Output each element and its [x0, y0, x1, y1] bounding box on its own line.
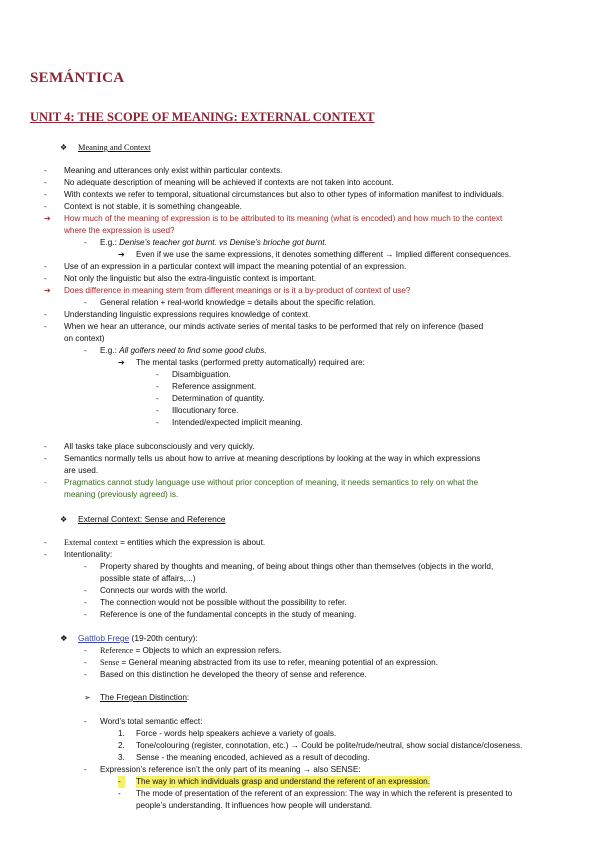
dash-bullet: -	[44, 166, 47, 175]
list-item-continuation: are used.	[64, 466, 99, 475]
dash-bullet: -	[84, 298, 87, 307]
dash-bullet: -	[84, 717, 87, 726]
dash-bullet: -	[84, 610, 87, 619]
list-item-continuation: on context)	[64, 334, 105, 343]
arrow-icon: ➔	[44, 286, 51, 295]
dash-bullet: -	[84, 670, 87, 679]
dash-bullet: -	[44, 322, 47, 331]
dash-bullet: -	[44, 178, 47, 187]
dash-bullet: -	[156, 382, 159, 391]
diamond-bullet-icon: ❖	[60, 143, 68, 152]
dash-bullet: -	[44, 190, 47, 199]
diamond-bullet-icon: ❖	[60, 515, 68, 524]
arrow-icon: ➔	[44, 214, 51, 223]
dash-bullet: -	[44, 550, 47, 559]
unit-heading: UNIT 4: THE SCOPE OF MEANING: EXTERNAL CONTEXT	[30, 110, 375, 124]
dash-bullet: -	[118, 776, 125, 788]
dash-bullet: -	[44, 538, 47, 547]
section-heading-external-context: ❖ External Context: Sense and Reference	[60, 514, 226, 524]
section-heading-meaning-context: ❖ Meaning and Context	[60, 143, 151, 152]
dash-bullet: -	[44, 454, 47, 463]
dash-bullet: -	[84, 586, 87, 595]
sub-item-continuation: possible state of affairs,...)	[100, 574, 196, 583]
dash-bullet: -	[84, 646, 87, 655]
dash-bullet: -	[84, 346, 87, 355]
dash-bullet: -	[44, 274, 47, 283]
dash-bullet: -	[156, 418, 159, 427]
chevron-right-icon: ➢	[84, 693, 91, 702]
dash-bullet: -	[84, 562, 87, 571]
dash-bullet: -	[44, 442, 47, 451]
dash-bullet: -	[156, 406, 159, 415]
dash-bullet: -	[118, 789, 121, 798]
dash-bullet: -	[44, 262, 47, 271]
sub-sub-item-continuation: people’s understanding. It influences how people will understand.	[136, 801, 373, 810]
arrow-icon: ➔	[118, 358, 125, 367]
diamond-bullet-icon: ❖	[60, 633, 68, 643]
dash-bullet: -	[44, 310, 47, 319]
document-title: SEMÁNTICA	[30, 70, 125, 86]
dash-bullet: -	[156, 394, 159, 403]
dash-bullet: -	[84, 658, 87, 667]
document-page: SEMÁNTICA UNIT 4: THE SCOPE OF MEANING: EXTERNAL CONTEXT ❖ Meaning and Context - Meaning and utterances only exist within particular contexts. - No adequate description of meaning will be achieved if contexts are not taken into account. - With contexts we refer to temporal, situational circumstances but also to other types of information manifest to individuals. - Context is not stable, it is something changeable. ➔ How much of the meaning of expression is to be attributed to its meaning (what is encoded) and how much to the context where the expression is used? - E.g.: Denise’s teacher got burnt. vs Denise’s brioche got burnt. ➔ Even if we use the same expressions, it denotes something different → Implied different consequences. - Use of an expression in a particular context will impact the meaning potential of an expression. - Not only the linguistic but also the extra-linguistic context is important. ➔ Does difference in meaning stem from different meanings or is it a by-product of context of use? - General relation + real-world knowledge = details about the specific relation. - Understanding linguistic expressions requires knowledge of context. - When we hear an utterance, our minds activate series of mental tasks to be performed that rely on inference (based on context) - E.g.: All golfers need to find some good clubs. ➔ The mental tasks (performed pretty automatically) required are: - Disambiguation. - Reference assignment. - Determination of quantity. - Illocutionary force. - Intended/expected implicit meaning. - All tasks take place subconsciously and very quickly. - Semantics normally tells us about how to arrive at meaning descriptions by looking at the way in which expressions are used. - Pragmatics cannot study language use without prior conception of meaning, it needs semantics to rely on what the meaning (previously agreed) is. ❖ External Context: Sense and Reference - External context = entities which the expression is about. - Intentionality: - Property shared by thoughts and meaning, of being about things other than themselves (objects in the world, possible state of affairs,...) - Connects our words with the world. - The connection would not be possible without the possibility to refer. - Reference is one of the fundamental concepts in the study of meaning. ❖ Gattlob Frege (19-20th century): - Reference = Objects to which an expression refers. - Sense = General meaning abstracted from its use to refer, meaning potential of an expression. - Based on this distinction he developed the theory of sense and reference. ➢ The Fregean Distinction: - Word’s total semantic effect: 1. Force - words help speakers achieve a variety of goals. 2. Tone/colouring (register, connotation, etc.) → Could be polite/rude/neutral, show social distance/closeness. 3. Sense - the meaning encoded, achieved as a result of decoding. - Expression’s reference isn’t the only part of its meaning → also SENSE: - The way in which individuals grasp and understand the referent of an expression. - The mode of presentation of the referent of an expression: The way in which the referent is presented to people’s understanding. It influences how people will understand.	[30, 70, 523, 810]
question-continuation: where the expression is used?	[64, 226, 175, 235]
dash-bullet: -	[84, 238, 87, 247]
dash-bullet: -	[44, 478, 47, 487]
list-item-continuation: meaning (previously agreed) is.	[64, 490, 179, 499]
frege-link[interactable]: Gattlob Frege	[78, 633, 130, 643]
dash-bullet: -	[44, 202, 47, 211]
dash-bullet: -	[84, 765, 87, 774]
dash-bullet: -	[84, 598, 87, 607]
dash-bullet: -	[156, 370, 159, 379]
arrow-icon: ➔	[118, 250, 125, 259]
